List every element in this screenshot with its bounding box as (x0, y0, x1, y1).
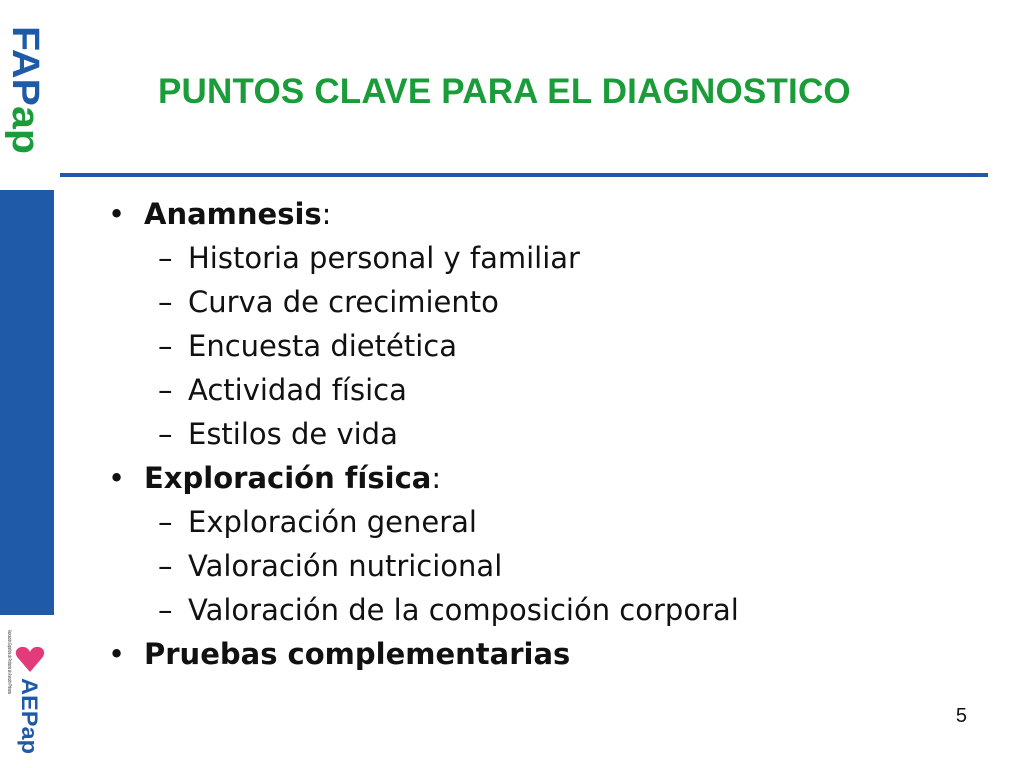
aepap-logo-caption: Asociación Española de Pediatría de Atención Primaria (6, 630, 12, 753)
aepap-logo (0, 628, 54, 758)
bullet-dash: – (158, 505, 173, 539)
brand-color-bar (0, 190, 54, 615)
bullet-heading: Pruebas complementarias (144, 637, 571, 671)
sub-bullet-text: Valoración de la composición corporal (188, 593, 739, 627)
bullet-dash: – (158, 593, 173, 627)
bullet-list (108, 192, 988, 676)
aepap-logo-text: AEPap (17, 678, 42, 749)
bullet-dot: • (108, 637, 126, 671)
sub-bullet-text: Actividad física (188, 373, 407, 407)
sub-bullet-item (108, 280, 988, 324)
bullet-dash: – (158, 241, 173, 275)
sub-bullet-item (108, 412, 988, 456)
slide-title: PUNTOS CLAVE PARA EL DIAGNOSTICO (158, 72, 851, 111)
bullet-dash: – (158, 417, 173, 451)
fapap-logo-text: FAPap (4, 26, 46, 153)
fapap-logo (0, 22, 54, 162)
sub-bullet-item (108, 500, 988, 544)
sub-bullet-text: Encuesta dietética (188, 329, 458, 363)
bullet-suffix: : (321, 197, 332, 231)
sub-bullet-text: Exploración general (188, 505, 477, 539)
bullet-heading: Anamnesis (144, 197, 322, 231)
bullet-dot: • (108, 197, 126, 231)
bullet-dot: • (108, 461, 126, 495)
sub-bullet-text: Historia personal y familiar (188, 241, 580, 275)
sub-bullet-item (108, 236, 988, 280)
sub-bullet-text: Valoración nutricional (188, 549, 503, 583)
bullet-dash: – (158, 373, 173, 407)
aepap-heart-icon (16, 647, 44, 672)
sub-bullet-text: Curva de crecimiento (188, 285, 499, 319)
bullet-dash: – (158, 285, 173, 319)
sub-bullet-item (108, 368, 988, 412)
sub-bullet-item (108, 588, 988, 632)
bullet-item (108, 192, 988, 236)
title-divider (60, 173, 988, 177)
sub-bullet-item (108, 544, 988, 588)
bullet-heading: Exploración física (144, 461, 432, 495)
bullet-dash: – (158, 549, 173, 583)
bullet-dash: – (158, 329, 173, 363)
page-number: 5 (955, 705, 967, 727)
sub-bullet-text: Estilos de vida (188, 417, 398, 451)
bullet-item (108, 632, 988, 676)
brand-sidebar (0, 0, 54, 768)
sub-bullet-item (108, 324, 988, 368)
bullet-suffix: : (431, 461, 442, 495)
bullet-item (108, 456, 988, 500)
